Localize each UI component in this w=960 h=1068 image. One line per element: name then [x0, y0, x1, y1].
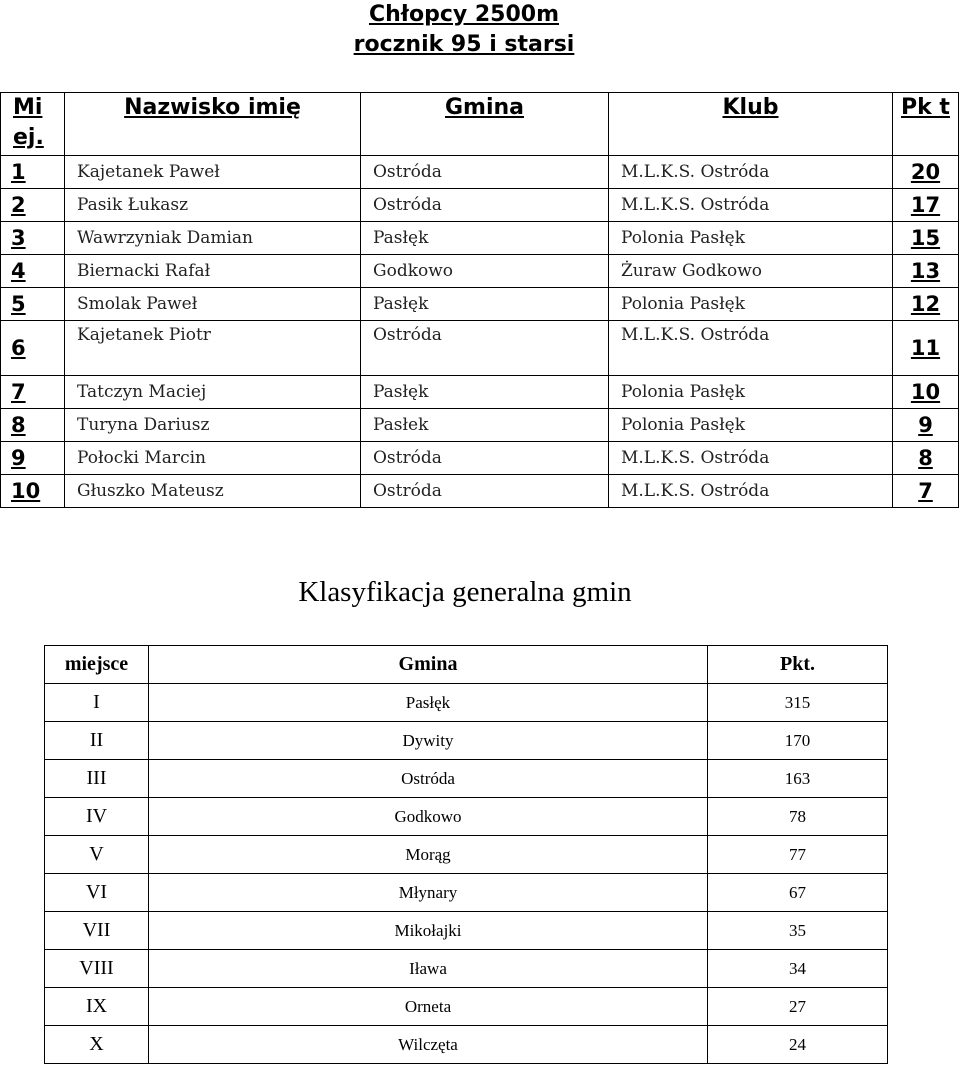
row-points: 315: [708, 684, 888, 722]
row-name: Kajetanek Paweł: [65, 156, 361, 189]
row-name: Tatczyn Maciej: [65, 376, 361, 409]
header-gmina: Gmina: [149, 646, 708, 684]
row-club: Polonia Pasłęk: [609, 376, 893, 409]
row-points: 35: [708, 912, 888, 950]
row-place: 3: [1, 222, 65, 255]
row-points: 34: [708, 950, 888, 988]
row-points: 67: [708, 874, 888, 912]
row-points: 24: [708, 1026, 888, 1064]
row-place: 10: [1, 475, 65, 508]
table-row: [1, 321, 959, 376]
row-place: 6: [1, 321, 65, 376]
row-points: 7: [893, 475, 959, 508]
row-points: 17: [893, 189, 959, 222]
row-place: X: [45, 1026, 149, 1064]
row-club: M.L.K.S. Ostróda: [609, 321, 893, 376]
row-gmina: Ostróda: [361, 189, 609, 222]
row-gmina: Pasłęk: [361, 288, 609, 321]
row-place: 1: [1, 156, 65, 189]
table-row: [1, 475, 959, 508]
row-points: 9: [893, 409, 959, 442]
row-club: M.L.K.S. Ostróda: [609, 189, 893, 222]
row-gmina: Pasłęk: [361, 376, 609, 409]
row-club: M.L.K.S. Ostróda: [609, 156, 893, 189]
row-points: 20: [893, 156, 959, 189]
table-row: [45, 760, 888, 798]
table-row: [1, 156, 959, 189]
row-place: V: [45, 836, 149, 874]
row-gmina: Mikołajki: [149, 912, 708, 950]
row-points: 11: [893, 321, 959, 376]
row-gmina: Pasłek: [361, 409, 609, 442]
classification-header-row: [45, 646, 888, 684]
row-place: 7: [1, 376, 65, 409]
row-points: 163: [708, 760, 888, 798]
row-place: IX: [45, 988, 149, 1026]
table-row: [45, 722, 888, 760]
table-row: [1, 189, 959, 222]
row-club: M.L.K.S. Ostróda: [609, 475, 893, 508]
table-row: [45, 798, 888, 836]
row-gmina: Pasłęk: [361, 222, 609, 255]
page-subtitle: rocznik 95 i starsi: [353, 32, 575, 57]
row-points: 78: [708, 798, 888, 836]
table-row: [1, 255, 959, 288]
header-points: Pkt.: [708, 646, 888, 684]
row-name: Pasik Łukasz: [65, 189, 361, 222]
table-row: [45, 874, 888, 912]
table-row: [45, 836, 888, 874]
row-name: Wawrzyniak Damian: [65, 222, 361, 255]
row-place: VI: [45, 874, 149, 912]
row-gmina: Ostróda: [361, 321, 609, 376]
table-row: [45, 684, 888, 722]
row-place: III: [45, 760, 149, 798]
table-row: [1, 288, 959, 321]
row-club: Polonia Pasłęk: [609, 409, 893, 442]
row-name: Smolak Paweł: [65, 288, 361, 321]
row-name: Kajetanek Piotr: [65, 321, 361, 376]
results-table: [0, 92, 959, 508]
row-gmina: Godkowo: [361, 255, 609, 288]
row-gmina: Ostróda: [361, 442, 609, 475]
row-gmina: Orneta: [149, 988, 708, 1026]
page-title: Chłopcy 2500m: [368, 2, 560, 27]
header-place: miejsce: [45, 646, 149, 684]
row-place: II: [45, 722, 149, 760]
header-gmina: Gmina: [361, 93, 609, 156]
row-gmina: Dywity: [149, 722, 708, 760]
table-row: [1, 409, 959, 442]
row-name: Turyna Dariusz: [65, 409, 361, 442]
row-place: 2: [1, 189, 65, 222]
row-club: Żuraw Godkowo: [609, 255, 893, 288]
row-club: Polonia Pasłęk: [609, 222, 893, 255]
row-points: 13: [893, 255, 959, 288]
table-row: [45, 950, 888, 988]
row-gmina: Ostróda: [149, 760, 708, 798]
row-points: 170: [708, 722, 888, 760]
table-row: [45, 988, 888, 1026]
row-place: I: [45, 684, 149, 722]
row-gmina: Ostróda: [361, 475, 609, 508]
results-header-row: [1, 93, 959, 156]
row-name: Biernacki Rafał: [65, 255, 361, 288]
row-points: 8: [893, 442, 959, 475]
classification-title: Klasyfikacja generalna gmin: [298, 576, 632, 608]
table-row: [45, 912, 888, 950]
row-points: 15: [893, 222, 959, 255]
row-place: 9: [1, 442, 65, 475]
row-place: 4: [1, 255, 65, 288]
row-gmina: Ostróda: [361, 156, 609, 189]
row-gmina: Pasłęk: [149, 684, 708, 722]
header-club: Klub: [609, 93, 893, 156]
row-name: Głuszko Mateusz: [65, 475, 361, 508]
row-gmina: Iława: [149, 950, 708, 988]
row-gmina: Wilczęta: [149, 1026, 708, 1064]
header-points: Pk t: [893, 93, 959, 156]
row-name: Połocki Marcin: [65, 442, 361, 475]
row-place: 5: [1, 288, 65, 321]
row-points: 10: [893, 376, 959, 409]
row-place: VIII: [45, 950, 149, 988]
classification-table: [44, 645, 888, 1064]
row-points: 27: [708, 988, 888, 1026]
table-row: [1, 222, 959, 255]
table-row: [45, 1026, 888, 1064]
row-place: IV: [45, 798, 149, 836]
header-name: Nazwisko imię: [65, 93, 361, 156]
row-place: VII: [45, 912, 149, 950]
row-place: 8: [1, 409, 65, 442]
table-row: [1, 376, 959, 409]
row-points: 77: [708, 836, 888, 874]
row-club: M.L.K.S. Ostróda: [609, 442, 893, 475]
header-place: Mi ej.: [1, 93, 65, 156]
row-points: 12: [893, 288, 959, 321]
table-row: [1, 442, 959, 475]
row-gmina: Młynary: [149, 874, 708, 912]
row-club: Polonia Pasłęk: [609, 288, 893, 321]
row-gmina: Morąg: [149, 836, 708, 874]
row-gmina: Godkowo: [149, 798, 708, 836]
